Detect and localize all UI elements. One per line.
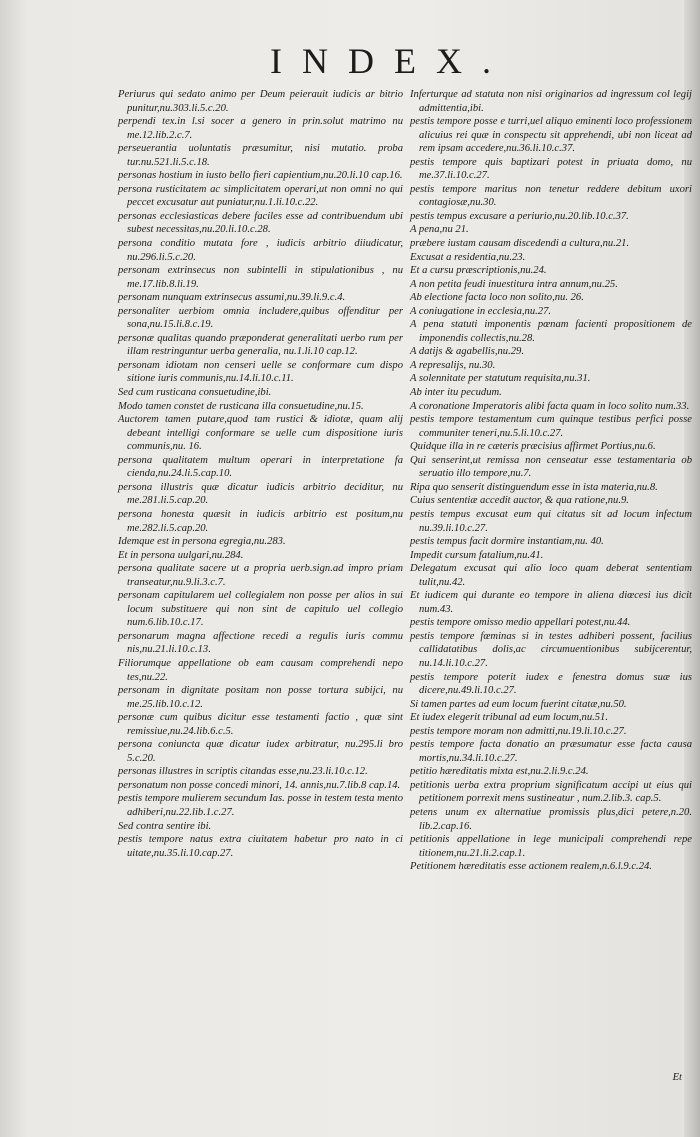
index-entry: A solennitate per statutum requisita,nu.31. [410, 373, 591, 385]
index-entry: pestis tempore posse e turri,uel aliquo eminenti loco professionem alicuius rei quæ in conspectu sit apprehendi, ubi non liceat ad rem ipsam accedere,nu.36.li.10.c.37. [410, 116, 692, 155]
index-entry: Inferturque ad statuta non nisi originarios ad ingressum col legij admittentia,ibi. [410, 89, 692, 114]
index-entry: Et iudicem qui durante eo tempore in aliena diœcesi ius dicit num.43. [410, 590, 692, 615]
index-entry: petitio hæreditatis mixta est,nu.2.li.9.c.24. [410, 766, 589, 778]
index-entry: persona coniuncta quæ dicatur iudex arbitratur, nu.295.li bro 5.c.20. [118, 739, 403, 764]
index-entry: pestis tempore testamentum cum quinque testibus perfici posse communiter teneri,nu.5.li.10.c.27. [410, 414, 692, 439]
index-entry: A coniugatione in ecclesia,nu.27. [410, 305, 552, 317]
index-entry: Impedit cursum fatalium,nu.41. [410, 549, 544, 561]
index-entry: præbere iustam causam discedendi a cultura,nu.21. [410, 238, 630, 250]
index-entry: personas illustres in scriptis citandas esse,nu.23.li.10.c.12. [118, 766, 368, 778]
index-entry: personæ qualitas quando præponderat generalitati uerbo rum per illam restringuntur uerba generalia, nu.1.li.10 cap.12. [118, 332, 403, 358]
index-entry: Ab electione facta loco non solito,nu. 26. [410, 292, 584, 304]
index-entry: Et a cursu præscriptionis,nu.24. [410, 265, 547, 277]
index-entry: pestis tempore omisso medio appellari potest,nu.44. [410, 617, 631, 629]
index-entry: perseuerantia uoluntatis præsumitur, nisi mutatio. proba tur.nu.521.li.5.c.18. [118, 143, 403, 168]
index-entry: Auctorem tamen putare,quod tam rustici & idiotæ, quam alij debeant intelligi conformare se uelle cum dispositione iuris communis,nu. 16. [118, 414, 403, 453]
index-entry: personarum magna affectione recedi a regulis iuris commu nis,nu.21.li.10.c.13. [118, 630, 403, 656]
index-entry: A represalijs, nu.30. [410, 359, 496, 371]
index-entry: petens unum ex alternatiue promissis plus,dici petere,n.20. lib.2.cap.16. [410, 806, 692, 832]
index-entry: pestis tempus excusare a periurio,nu.20.lib.10.c.37. [410, 210, 629, 222]
index-entry: personaliter uerbiom omnia includere,quibus offenditur per sona,nu.15.li.8.c.19. [118, 305, 403, 331]
index-entry: pestis tempore natus extra ciuitatem habetur pro nato in ci uitate,nu.35.li.10.cap.27. [118, 834, 403, 859]
index-entry: A pena statuti imponentis pœnam facienti propositionem de imponendis collectis,nu.28. [410, 319, 692, 344]
index-entry: pestis tempore poterit iudex e fenestra domus suæ ius dicere,nu.49.li.10.c.27. [410, 671, 692, 697]
index-entry: personam in dignitate positam non posse tortura subijci, nu me.25.lib.10.c.12. [118, 685, 403, 710]
index-entry: Sed contra sentire ibi. [118, 820, 212, 832]
index-entry: Periurus qui sedato animo per Deum peierauit iudicis ar bitrio punitur,nu.303.li.5.c.20. [118, 89, 403, 114]
index-entry: personam nunquam extrinsecus assumi,nu.39.li.9.c.4. [118, 292, 346, 304]
index-entry: Qui senserint,ut remissa non censeatur esse testamentaria ob seruatio illo tempore,nu.7. [410, 454, 692, 480]
index-entry: Ab inter itu pecudum. [410, 387, 502, 399]
index-entry: pestis tempore facta donatio an præsumatur esse facta causa mortis,nu.34.li.10.c.27. [410, 739, 692, 764]
page-title: INDEX. [270, 41, 511, 81]
index-entry: pestis tempore maritus non tenetur reddere debitum uxori contagiosæ,nu.30. [410, 183, 692, 209]
index-entry: Et in persona uulgari,nu.284. [118, 549, 244, 561]
index-entry: Et iudex elegerit tribunal ad eum locum,nu.51. [410, 712, 609, 724]
index-entry: persona illustris quæ dicatur iudicis arbitrio deciditur, nu me.281.li.5.cap.20. [118, 481, 403, 507]
index-entry: personas hostium in iusto bello fieri capientium,nu.20.li.10 cap.16. [118, 170, 403, 182]
index-entry: petitionis appellatione in lege municipali comprehendi repe titionem,nu.21.li.2.cap.1. [410, 834, 692, 859]
index-entry: Si tamen partes ad eum locum fuerint citatæ,nu.50. [410, 698, 627, 710]
index-entry: personas ecclesiasticas debere faciles esse ad contribuendum ubi subest necessitas,nu.20.li.10.c.28. [118, 210, 403, 236]
index-entry: Quidque illa in re cæteris præcisius affirmet Portius,nu.6. [410, 441, 656, 453]
index-entry: personatum non posse concedi minori, 14. annis,nu.7.lib.8 cap.14. [118, 779, 401, 791]
index-entry: pestis tempore mulierem secundum Ias. posse in testem testa mento adhiberi,nu.22.lib.1.c.27. [118, 793, 403, 818]
index-entry: pestis tempore moram non admitti,nu.19.li.10.c.27. [410, 725, 627, 737]
left-column [118, 88, 403, 860]
index-entry: Modo tamen constet de rusticana illa consuetudine,nu.15. [118, 400, 364, 412]
index-entry: A coronatione Imperatoris alibi facta quam in loco solito num.33. [410, 400, 690, 412]
index-entry: pestis tempus excusat eum qui citatus sit ad locum infectum nu.39.li.10.c.27. [410, 508, 692, 534]
index-entry: petitionis uerba extra proprium significatum accipi ut eius qui petitionem porrexit mens sustineatur , num.2.lib.3. cap.5. [410, 779, 692, 805]
index-entry: Sed cum rusticana consuetudine,ibi. [118, 387, 272, 399]
index-entry: pestis tempus facit dormire instantiam,nu. 40. [410, 536, 604, 548]
index-entry: pestis tempore quis baptizari potest in priuata domo, nu me.37.li.10.c.27. [410, 156, 692, 182]
index-entry: Ripa quo senserit distinguendum esse in ista materia,nu.8. [410, 481, 658, 493]
index-entry: personam extrinsecus non subintelli in stipulationibus , nu me.17.lib.8.li.19. [118, 265, 403, 290]
index-entry: persona honesta quæsit in iudicis arbitrio est positum,nu me.282.li.5.cap.20. [118, 508, 403, 534]
index-entry: personæ cum quibus dicitur esse testamenti factio , quæ sint remissiue,nu.24.lib.6.c.5. [118, 712, 403, 737]
index-entry: Filiorumque appellatione ob eam causam comprehendi nepo tes,nu.22. [118, 657, 403, 683]
index-entry: A non petita feudi inuestitura intra annum,nu.25. [410, 278, 618, 290]
right-column [410, 88, 692, 874]
index-entry: persona qualitate sacere ut a propria uerb.sign.ad impro priam transeatur,nu.9.li.3.c.7. [118, 563, 403, 588]
index-entry: A datijs & agabellis,nu.29. [410, 346, 524, 358]
index-entry: persona qualitatem multum operari in interpretatione fa cienda,nu.24.li.5.cap.10. [118, 454, 403, 480]
index-entry: Petitionem hæreditatis esse actionem realem,n.6.l.9.c.24. [410, 861, 652, 873]
index-entry: persona rusticitatem ac simplicitatem operari,ut non omni no qui peccet excusatur aut puniatur,nu.1.li.10.c.22. [118, 183, 403, 209]
index-entry: pestis tempore fœminas si in testes adhiberi possent, facilius callidatatibus dolis,ac circumuentionibus subijcerentur, nu.14.li.10.c.27. [410, 630, 692, 669]
index-entry: Cuius sententiæ accedit auctor, & qua ratione,nu.9. [410, 495, 629, 507]
index-entry: persona conditio mutata fore , iudicis arbitrio diiudicatur, nu.296.li.5.c.20. [118, 238, 403, 263]
index-entry: perpendi tex.in l.si socer a genero in prin.solut matrimo nu me.12.lib.2.c.7. [118, 116, 403, 141]
catchword: Et [672, 1072, 682, 1083]
index-entry: Delegatum excusat qui alio loco quam deberat sententiam tulit,nu.42. [410, 563, 692, 588]
index-entry: personam capitularem uel collegialem non posse per alios in sui locum substituere qui non sint de capitulo uel collegio num.6.lib.10.c.17. [118, 590, 403, 629]
index-entry: personam idiotam non censeri uelle se conformare cum dispo sitione iuris communis,nu.14.li.10.c.11. [118, 359, 403, 385]
index-entry: Idemque est in persona egregia,nu.283. [118, 536, 286, 548]
index-entry: A pena,nu 21. [410, 224, 469, 236]
index-entry: Excusat a residentia,nu.23. [410, 251, 526, 263]
